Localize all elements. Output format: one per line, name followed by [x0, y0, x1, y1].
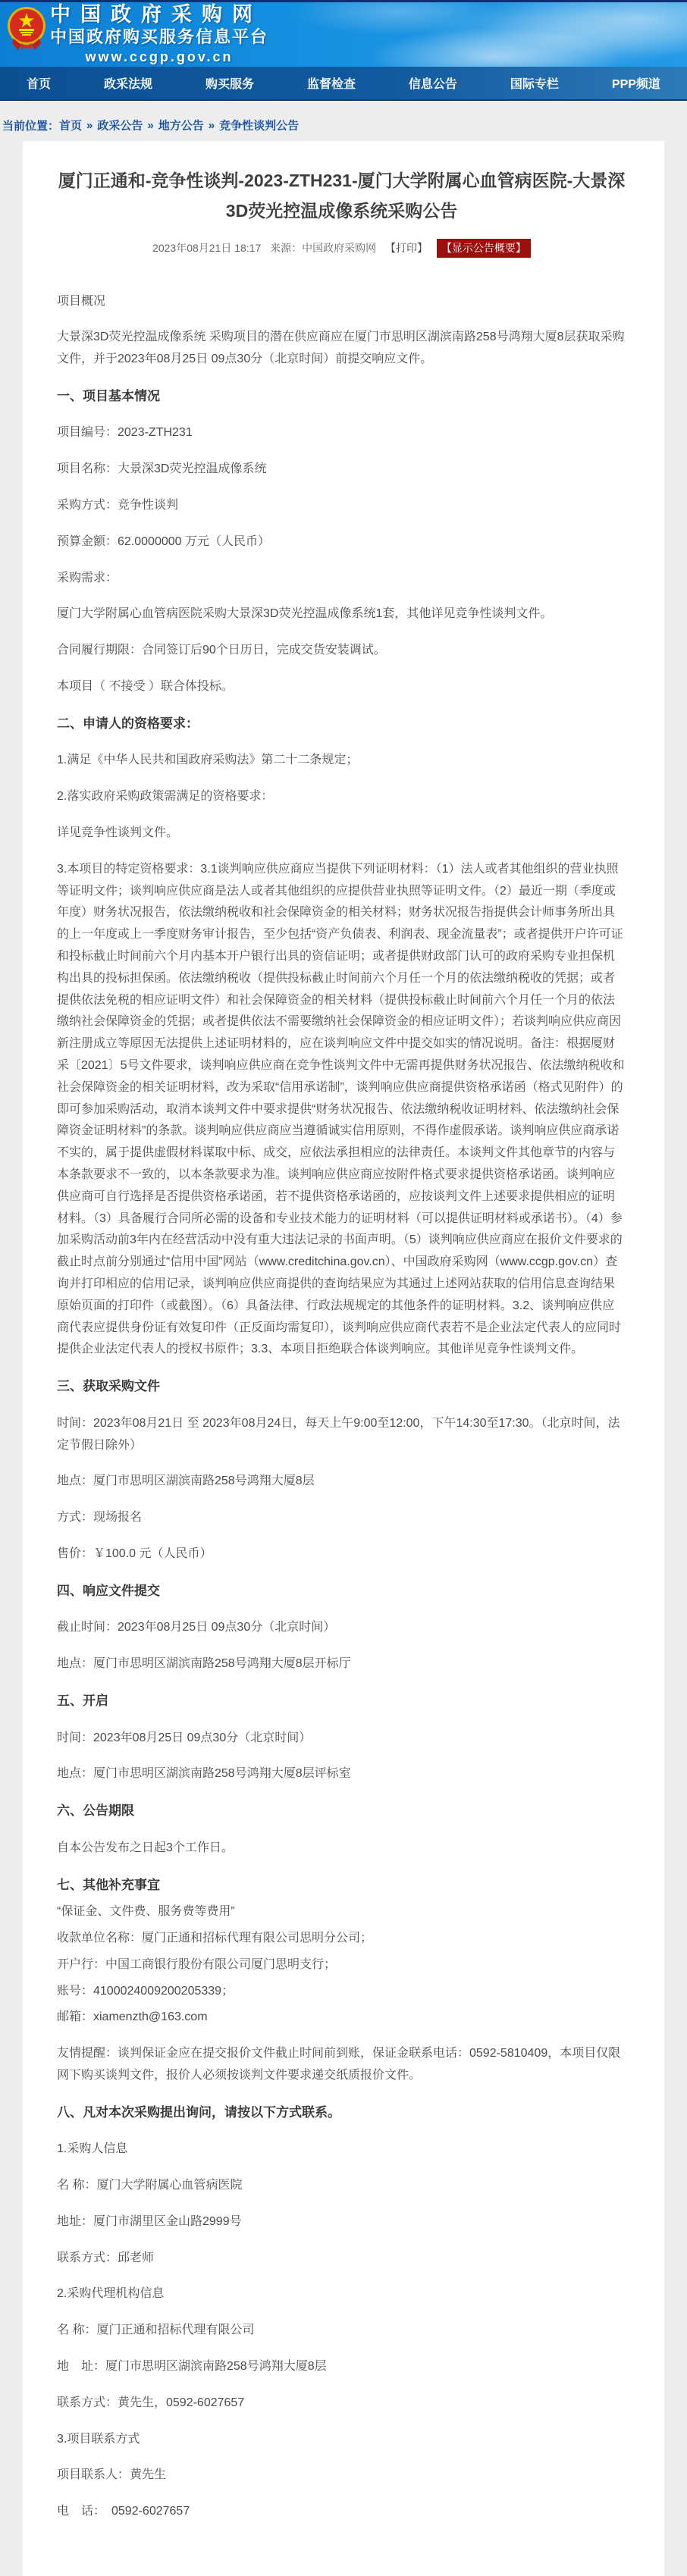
paragraph: 2.采购代理机构信息: [57, 2287, 165, 2301]
paragraph: 2.落实政府采购政策需满足的资格要求：: [57, 790, 274, 804]
breadcrumb-item-3[interactable]: 地方公告: [158, 120, 204, 133]
breadcrumb-item-4: 竞争性谈判公告: [219, 120, 300, 133]
section-heading: 五、开启: [57, 1693, 108, 1708]
paragraph: “保证金、文件费、服务费等费用”: [57, 1905, 235, 1919]
paragraph: 联系方式：邱老师: [57, 2251, 155, 2264]
page-title: 厦门正通和-竞争性谈判-2023-ZTH231-厦门大学附属心血管病医院-大景深3D荧光控温成像系统采购公告: [58, 171, 626, 221]
paragraph: 3.项目联系方式: [57, 2432, 140, 2446]
source-label: 来源：中国政府采购网: [270, 241, 377, 254]
site-header: [0, 0, 687, 67]
paragraph: 地 址：厦门市思明区湖滨南路258号鸿翔大厦8层: [57, 2360, 327, 2374]
paragraph: 自本公告发布之日起3个工作日。: [57, 1841, 234, 1854]
breadcrumb-separator: »: [147, 119, 154, 132]
main-nav: [0, 67, 687, 101]
paragraph: 联系方式：黄先生，0592-6027657: [57, 2396, 245, 2409]
breadcrumb-separator: »: [86, 119, 93, 132]
paragraph: 开户行：中国工商银行股份有限公司厦门思明支行；: [57, 1957, 337, 1971]
paragraph: 3.本项目的特定资格要求：3.1谈判响应供应商应当提供下列证明材料：（1）法人或者其他组织的营业执照等证明文件；谈判响应供应商是法人或者其他组织的应提供营业执照等证明文件。（2）最近一期（季度或年度）财务状况报告，依法缴纳税收和社会保障资金的相关材料；财务状况报告指提供会计师事务所出具的上一年度或上一季度财务审计报告，至少包括“资产负债表、利润表、现金流量表”；或者提供开户许可证和投标截止时间前六个月内基本开户银行出具的资信证明；或者提供财政部门认可的政府采购专业担保机构出具的投标担保函。依法缴纳税收（提供投标截止时间前六个月任一个月的依法缴纳税收的凭据；或者提供依法免税的相应证明文件）和社会保障资金的相关材料（提供投标截止时间前六个月任一个月的依法缴纳社会保障资金的凭据；或者提供依法不需要缴纳社会保障资金的相应证明文件）；若谈判响应供应商因新注册成立等原因无法提供上述证明材料的，应在谈判响应文件中提交如实的情况说明。备注：根据厦财采〔2021〕5号文件要求，谈判响应供应商在竞争性谈判文件中无需再提供财务状况报告、依法缴纳税收和社会保障资金的相关证明材料，改为采取“信用承诺制”，谈判响应供应商提供资格承诺函（格式见附件）的即可参加采购活动，取消本谈判文件中要求提供“财务状况报告、依法缴纳税收证明材料、依法缴纳社会保障资金证明材料”的条款。谈判响应供应商应当遵循诚实信用原则，不得作虚假承诺。谈判响应供应商承诺不实的，属于提供虚假材料谋取中标、成交，应依法承担相应的法律责任。本谈判文件其他章节的内容与本条款要求不一致的，以本条款要求为准。谈判响应供应商应按附件格式要求提供资格承诺函。谈判响应供应商可自行选择是否提供资格承诺函，若不提供资格承诺函的，应按谈判文件上述要求提供相应的证明材料。（3）具备履行合同所必需的设备和专业技术能力的证明材料（可以提供证明材料或承诺书）。（4）参加采购活动前3年内在经营活动中没有重大违法记录的书面声明。（5）谈判响应供应商应在报价文件要求的截止时点前分别通过“信用中国”网站（www.creditchina.gov.cn）、中国政府采购网（www.ccgp.gov.cn）查询并打印相应的信用记录，谈判响应供应商提供的查询结果应为其通过上述网站获取的信用信息查询结果原始页面的打印件（或截图）。（6）具备法律、行政法规规定的其他条件的证明材料。3.2、谈判响应供应商代表应提供身份证有效复印件（正反面均需复印），谈判响应供应商代表若不是企业法定代表人的应同时提供企业法定代表人的授权书原件；3.3、本项目拒绝联合体谈判响应。其他详见竞争性谈判文件。: [57, 862, 625, 1356]
paragraph: 采购方式：竞争性谈判: [57, 499, 179, 512]
paragraph: 售价：￥100.0 元（人民币）: [57, 1547, 212, 1560]
paragraph: 预算金额：62.0000000 万元（人民币）: [57, 534, 270, 548]
breadcrumb-item-2[interactable]: 政采公告: [97, 120, 143, 133]
site-branding: [50, 5, 268, 64]
national-emblem-logo: [6, 5, 47, 51]
paragraph: 名 称：厦门正通和招标代理有限公司: [57, 2324, 255, 2337]
nav-item-purchase-service[interactable]: 购买服务: [205, 78, 254, 91]
site-subtitle: 中国政府购买服务信息平台: [50, 27, 269, 46]
section-heading: 八、凡对本次采购提出询问，请按以下方式联系。: [57, 2104, 340, 2120]
paragraph: 厦门大学附属心血管病医院采购大景深3D荧光控温成像系统1套，其他详见竞争性谈判文件。: [57, 607, 553, 621]
paragraph: 收款单位名称：厦门正通和招标代理有限公司思明分公司；: [57, 1931, 373, 1945]
paragraph: 大景深3D荧光控温成像系统 采购项目的潜在供应商应在厦门市思明区湖滨南路258号鸿翔大厦8层获取采购文件，并于2023年08月25日 09点30分（北京时间）前提交响应文件。: [57, 331, 625, 366]
site-url: www.ccgp.gov.cn: [85, 49, 234, 64]
paragraph: 采购需求：: [57, 571, 118, 584]
paragraph: 详见竞争性谈判文件。: [57, 826, 179, 840]
paragraph: 1.采购人信息: [57, 2142, 128, 2156]
paragraph: 地点：厦门市思明区湖滨南路258号鸿翔大厦8层评标室: [57, 1767, 351, 1781]
paragraph: 电 话： 0592-6027657: [57, 2505, 190, 2518]
meta-row: [57, 239, 626, 258]
paragraph: 本项目（ 不接受 ）联合体投标。: [57, 680, 234, 694]
paragraph: 项目概况: [57, 294, 106, 308]
paragraph: 邮箱：xiamenzth@163.com: [57, 2010, 208, 2024]
paragraph: 1.满足《中华人民共和国政府采购法》第二十二条规定；: [57, 754, 359, 767]
paragraph: 项目编号：2023-ZTH231: [57, 426, 193, 440]
print-button[interactable]: 【打印】: [385, 241, 428, 254]
nav-item-ppp-channel[interactable]: PPP频道: [611, 78, 660, 91]
breadcrumb-item-1[interactable]: 首页: [59, 120, 83, 133]
paragraph: 截止时间：2023年08月25日 09点30分（北京时间）: [57, 1621, 336, 1634]
breadcrumb-separator: »: [208, 119, 215, 132]
nav-item-supervision[interactable]: 监督检查: [306, 78, 356, 91]
nav-item-regulations[interactable]: 政采法规: [103, 78, 152, 91]
article-body: [57, 291, 626, 2524]
show-summary-button[interactable]: 【显示公告概要】: [437, 239, 531, 258]
paragraph: 名 称：厦门大学附属心血管病医院: [57, 2179, 243, 2192]
nav-item-announcements[interactable]: 信息公告: [408, 78, 457, 91]
nav-item-home[interactable]: 首页: [26, 78, 51, 91]
paragraph: 时间：2023年08月25日 09点30分（北京时间）: [57, 1731, 312, 1744]
section-heading: 六、公告期限: [57, 1804, 134, 1819]
section-heading: 七、其他补充事宜: [57, 1877, 160, 1892]
national-emblem-icon: [6, 5, 47, 51]
breadcrumb-prefix: 当前位置：: [2, 120, 60, 133]
paragraph: 地点：厦门市思明区湖滨南路258号鸿翔大厦8层: [57, 1474, 315, 1488]
announcement-card: [23, 141, 664, 2576]
section-heading: 二、申请人的资格要求：: [57, 716, 199, 731]
paragraph: 时间：2023年08月21日 至 2023年08月24日，每天上午9:00至12:00，下午14:30至17:30。（北京时间，法定节假日除外）: [57, 1416, 620, 1452]
section-heading: 四、响应文件提交: [57, 1583, 160, 1598]
paragraph: 项目联系人：黄先生: [57, 2468, 167, 2482]
paragraph: 项目名称：大景深3D荧光控温成像系统: [57, 462, 267, 476]
paragraph: 合同履行期限：合同签订后90个日历日，完成交货安装调试。: [57, 644, 386, 657]
paragraph: 账号：4100024009200205339；: [57, 1984, 234, 1998]
breadcrumb: [0, 101, 687, 141]
section-heading: 三、获取采购文件: [57, 1379, 160, 1394]
paragraph: 方式：现场报名: [57, 1511, 143, 1525]
paragraph: 地点：厦门市思明区湖滨南路258号鸿翔大厦8层开标厅: [57, 1657, 351, 1671]
publish-datetime: 2023年08月21日 18:17: [152, 241, 262, 254]
section-heading: 一、项目基本情况: [57, 388, 160, 403]
paragraph: 地址：厦门市湖里区金山路2999号: [57, 2214, 242, 2228]
nav-item-international[interactable]: 国际专栏: [510, 78, 559, 91]
paragraph: 友情提醒：谈判保证金应在提交报价文件截止时间前到账，保证金联系电话：0592-5810409，本项目仅限网下购买谈判文件，报价人必须按谈判文件要求递交纸质报价文件。: [57, 2047, 621, 2082]
site-title: 中国政府采购网: [50, 3, 262, 26]
